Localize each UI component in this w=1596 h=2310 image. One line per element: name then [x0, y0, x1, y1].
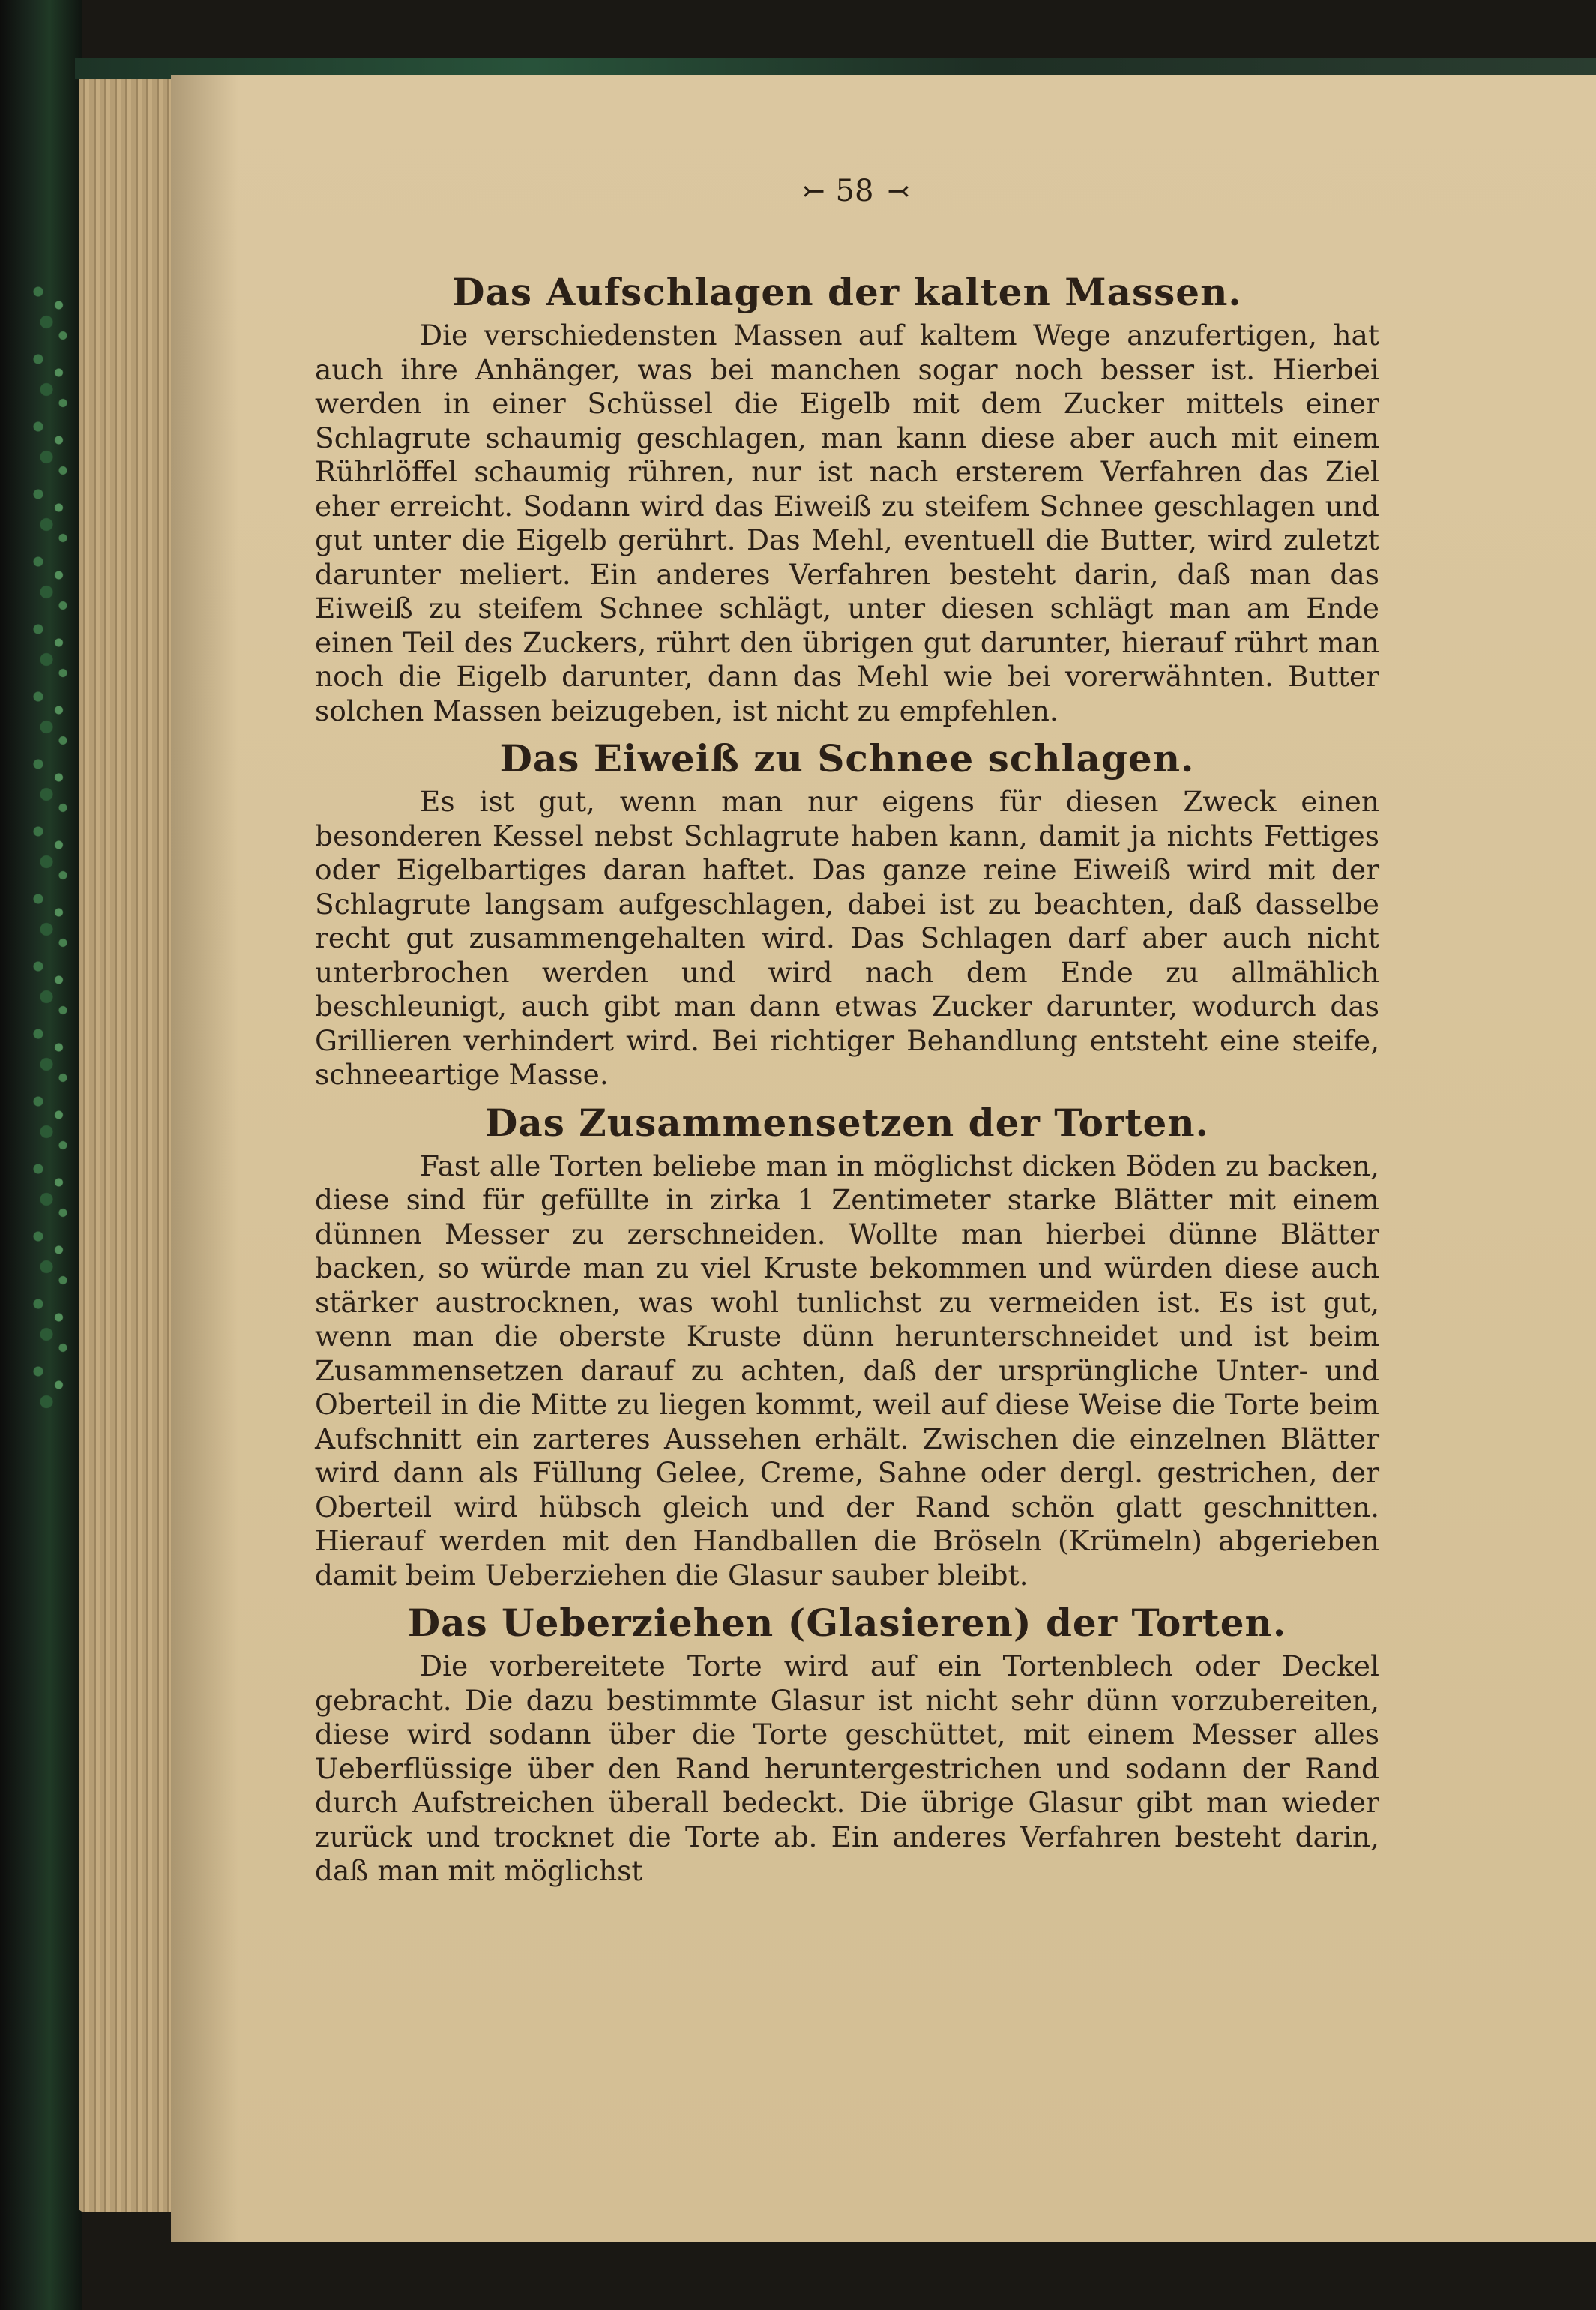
folio-left-ornament-icon: ⤚	[802, 175, 822, 207]
page-text-block	[315, 266, 1379, 1893]
page-edges	[79, 75, 184, 2212]
page-number: 58	[835, 174, 874, 208]
section-aufschlagen	[315, 266, 1379, 728]
section-heading: Das Zusammensetzen der Torten.	[484, 1100, 1210, 1145]
section-heading: Das Aufschlagen der kalten Massen.	[452, 270, 1242, 314]
page-folio	[750, 169, 960, 214]
section-ueberziehen	[315, 1597, 1379, 1889]
folio-right-ornament-icon: ⤙	[887, 175, 907, 207]
page-gutter-shadow	[171, 75, 238, 2249]
section-paragraph: Fast alle Torten beliebe man in möglichst dicken Böden zu backen, diese sind für gefüllte in zirka 1 Zentimeter starke Blätter mit einem dünnen Messer zu zerschneiden. Wollte man hierbei dünne Blätter backen, so würde man zu viel Kruste bekommen und würden diese auch stärker austrocknen, was wohl tunlichst zu vermeiden ist. Es ist gut, wenn man die oberste Kruste dünn herunterschneidet und ist beim Zusammensetzen darauf zu achten, daß der ursprüngliche Unter- und Oberteil in die Mitte zu liegen kommt, weil auf diese Weise die Torte beim Aufschnitt ein zarteres Aussehen erhält. Zwischen die einzelnen Blätter wird dann als Füllung Gelee, Creme, Sahne oder dergl. gestrichen, der Oberteil wird hübsch gleich und der Rand schön glatt geschnitten. Hierauf werden mit den Handballen die Bröseln (Krümeln) abgerieben damit beim Ueberziehen die Glasur sauber bleibt.	[315, 1149, 1379, 1592]
section-paragraph: Es ist gut, wenn man nur eigens für diesen Zweck einen besonderen Kessel nebst Schlagrute haben kann, damit ja nichts Fettiges oder Eigelbartiges daran haftet. Das ganze reine Eiweiß wird mit der Schlagrute langsam aufgeschlagen, dabei ist zu beachten, daß dasselbe recht gut zusammengehalten wird. Das Schlagen darf aber auch nicht unterbrochen werden und wird nach dem Ende zu allmählich beschleunigt, auch gibt man dann etwas Zucker darunter, wodurch das Grillieren verhindert wird. Bei richtiger Behandlung entsteht eine steife, schneeartige Masse.	[315, 785, 1379, 1091]
section-paragraph: Die vorbereitete Torte wird auf ein Tortenblech oder Deckel gebracht. Die dazu bestimmte Glasur ist nicht sehr dünn vorzubereiten, diese wird sodann über die Torte geschüttet, mit einem Messer alles Ueberflüssige über den Rand heruntergestrichen und sodann der Rand durch Aufstreichen überall bedeckt. Die übrige Glasur gibt man wieder zurück und trocknet die Torte ab. Ein anderes Verfahren besteht darin, daß man mit möglichst	[315, 1649, 1379, 1887]
section-heading: Das Eiweiß zu Schnee schlagen.	[499, 736, 1195, 780]
section-heading: Das Ueberziehen (Glasieren) der Torten.	[407, 1601, 1287, 1645]
section-eiweiss	[315, 733, 1379, 1092]
section-paragraph: Die verschiedensten Massen auf kaltem Wege anzufertigen, hat auch ihre Anhänger, was bei manchen sogar noch besser ist. Hierbei werden in einer Schüssel die Eigelb mit dem Zucker mittels einer Schlagrute schaumig geschlagen, man kann diese aber auch mit einem Rührlöffel schaumig rühren, nur ist nach ersterem Verfahren das Ziel eher erreicht. Sodann wird das Eiweiß zu steifem Schnee geschlagen und gut unter die Eigelb gerührt. Das Mehl, eventuell die Butter, wird zuletzt darunter meliert. Ein anderes Verfahren besteht darin, daß man das Eiweiß zu steifem Schnee schlägt, unter diesen schlägt man am Ende einen Teil des Zuckers, rührt den übrigen gut darunter, hierauf rührt man noch die Eigelb darunter, dann das Mehl wie bei vorerwähnten. Butter solchen Massen beizugeben, ist nicht zu empfehlen.	[315, 319, 1379, 727]
marbled-cover-pattern	[30, 285, 71, 1410]
section-zusammensetzen	[315, 1097, 1379, 1593]
bottom-margin-shadow	[171, 2242, 1596, 2310]
